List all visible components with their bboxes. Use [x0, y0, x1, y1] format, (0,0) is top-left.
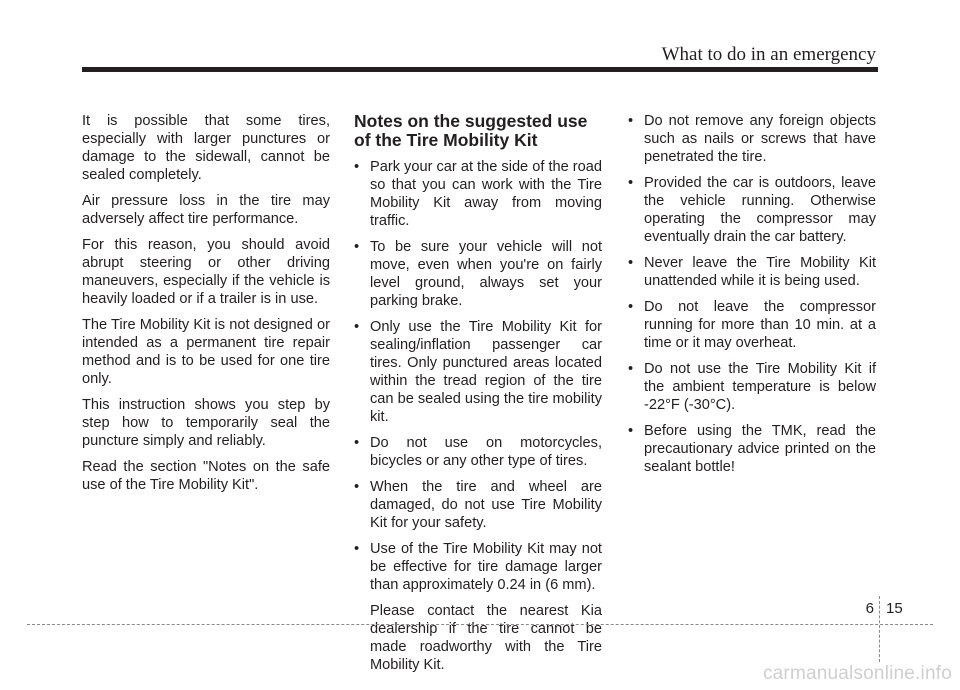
list-item-text: Use of the Tire Mobility Kit may not be effective for tire damage larger than approximately 0.24 in (6 mm). — [370, 541, 602, 593]
section-heading: Notes on the suggested use of the Tire Mobility Kit — [354, 111, 588, 150]
bullet-icon: • — [628, 423, 634, 439]
list-item-text: Do not use the Tire Mobility Kit if the ambient temperature is below -22°F (-30°C). — [644, 361, 876, 413]
list-item-text: To be sure your vehicle will not move, even when you're on fairly level ground, always set your parking brake. — [370, 239, 602, 309]
bullet-icon: • — [354, 435, 360, 451]
middle-column — [354, 112, 602, 682]
paragraph: It is possible that some tires, especially with larger punctures or damage to the sidewall, cannot be sealed completely. — [82, 113, 330, 183]
list-item-text: Before using the TMK, read the precautionary advice printed on the sealant bottle! — [644, 423, 876, 475]
list-item — [628, 360, 876, 414]
bullet-icon: • — [354, 239, 360, 255]
list-item-text: Provided the car is outdoors, leave the vehicle running. Otherwise operating the compressor may eventually drain the car battery. — [644, 175, 876, 245]
paragraph: For this reason, you should avoid abrupt steering or other driving maneuvers, especially if the vehicle is heavily loaded or if a trailer is in use. — [82, 237, 330, 307]
list-item — [628, 298, 876, 352]
paragraph: Read the section "Notes on the safe use of the Tire Mobility Kit". — [82, 459, 330, 493]
list-item-text: Never leave the Tire Mobility Kit unattended while it is being used. — [644, 255, 876, 289]
bullet-icon: • — [354, 159, 360, 175]
bullet-icon: • — [628, 361, 634, 377]
list-item — [354, 318, 602, 426]
bullet-icon: • — [628, 299, 634, 315]
list-item — [628, 112, 876, 166]
list-item-text: Do not remove any foreign objects such as nails or screws that have penetrated the tire. — [644, 113, 876, 165]
list-item — [354, 434, 602, 470]
footer-divider — [879, 596, 880, 662]
bullet-list — [354, 158, 602, 674]
list-item — [628, 174, 876, 246]
list-item-text: Do not leave the compressor running for more than 10 min. at a time or it may overheat. — [644, 299, 876, 351]
list-item-text: When the tire and wheel are damaged, do not use Tire Mobility Kit for your safety. — [370, 479, 602, 531]
paragraph: Air pressure loss in the tire may adversely affect tire performance. — [82, 193, 330, 227]
bullet-list — [628, 112, 876, 476]
bullet-icon: • — [354, 479, 360, 495]
header-rule — [82, 67, 878, 72]
page-number: 15 — [886, 600, 903, 617]
list-item — [354, 238, 602, 310]
list-item-text: Only use the Tire Mobility Kit for sealing/inflation passenger car tires. Only punctured areas located within the tread region of the tire can be sealed using the tire mobility kit. — [370, 319, 603, 425]
footer-rule — [27, 624, 933, 625]
list-item-text: Park your car at the side of the road so that you can work with the Tire Mobility Kit away from moving traffic. — [370, 159, 603, 229]
right-column — [628, 112, 876, 484]
paragraph: The Tire Mobility Kit is not designed or intended as a permanent tire repair method and is to be used for one tire only. — [82, 317, 330, 387]
list-item — [354, 158, 602, 230]
list-item — [628, 422, 876, 476]
bullet-icon: • — [628, 175, 634, 191]
bullet-icon: • — [354, 541, 360, 557]
page-header-title: What to do in an emergency — [661, 44, 876, 65]
chapter-number: 6 — [865, 600, 874, 617]
list-item — [354, 478, 602, 532]
bullet-icon: • — [628, 255, 634, 271]
list-item-text: Do not use on motorcycles, bicycles or any other type of tires. — [370, 435, 602, 469]
list-item — [628, 254, 876, 290]
watermark-text: carmanualsonline.info — [762, 663, 952, 684]
left-column — [82, 112, 330, 502]
bullet-icon: • — [628, 113, 634, 129]
paragraph: This instruction shows you step by step how to temporarily seal the puncture simply and reliably. — [82, 397, 330, 449]
list-item-note: Please contact the nearest Kia dealership if the tire cannot be made roadworthy with the Tire Mobility Kit. — [370, 603, 602, 673]
list-item — [354, 540, 602, 674]
bullet-icon: • — [354, 319, 360, 335]
